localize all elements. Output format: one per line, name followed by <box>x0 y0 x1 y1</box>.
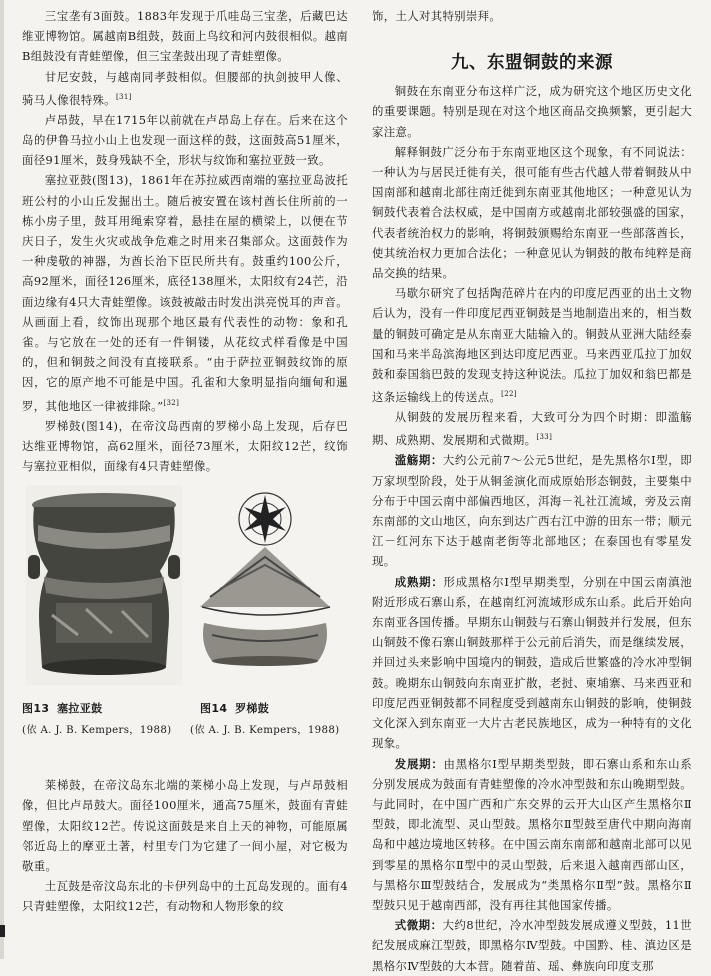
paragraph-development-period <box>372 754 692 916</box>
paragraph-selayar <box>22 170 348 415</box>
right-column <box>372 6 692 976</box>
paragraph-leti: 莱梯鼓，在帝汶岛东北端的莱梯小岛上发现，与卢昂鼓相像，但比卢昂鼓大。面径100厘米，通高75厘米，鼓面有青蛙塑像，太阳纹12芒。传说这面鼓是来自上天的神物，可能原属邻近岛上的摩亚土著，村里专门为它建了一间小屋，对它极为敬重。 <box>22 778 348 874</box>
period-heading: 滥觞期： <box>394 453 443 468</box>
page-edge <box>0 0 4 959</box>
page-edge-mark <box>0 925 5 937</box>
paragraph-marshall <box>372 283 692 407</box>
section-title: 九、东盟铜鼓的来源 <box>451 53 613 74</box>
figure-14-title: 罗梯鼓 <box>235 702 270 716</box>
figure-13-label: 图13 <box>22 702 50 716</box>
figure-block <box>22 485 348 769</box>
period-heading: 式微期： <box>394 918 443 933</box>
paragraph-theories: 解释铜鼓广泛分布于东南亚地区这个现象，有不同说法：一种认为与居民迁徙有关，很可能有些古代越人带着铜鼓从中国南部和越南北部往南迁徙到东南亚其他地区；一种意见认为铜鼓代表着合法权威，是中国南方或越南北部较强盛的国家，代表者统治权力的影响，将铜鼓颁赐给东南亚一些部落酋长，使其统治权力更加合法化；一种意见认为铜鼓的散布纯粹是商品交换的结果。 <box>372 144 692 281</box>
figure-13-source: (依 A. J. B. Kempers，1988) <box>22 725 172 737</box>
figure-13-caption <box>22 701 102 717</box>
paragraph-roti: 罗梯鼓(图14)，在帝汶岛西南的罗梯小岛上发现，后存巴达维亚博物馆，高62厘米，面径73厘米，太阳纹12芒，纹饰与塞拉亚相似，面缘有4只青蛙塑像。 <box>22 418 348 474</box>
selayar-drum-photo <box>26 485 182 685</box>
paragraph-origin-period <box>372 450 692 571</box>
paragraph-text: 甘尼安鼓，与越南同孝鼓相似。但腰部的执剑披甲人像、骑马人像很特殊。 <box>22 69 348 107</box>
paragraph-intro: 铜鼓在东南亚分布这样广泛，成为研究这个地区历史文化的重要课题。特别是现在对这个地区商品交换频繁，更引起大家注意。 <box>372 84 692 139</box>
paragraph-samarang: 三宝垄有3面鼓。1883年发现于爪哇岛三宝垄，后藏巴达维亚博物馆。属越南B组鼓，鼓面上鸟纹和河内鼓很相似。越南B组鼓没有青蛙塑像，但三宝垄鼓出现了青蛙塑像。 <box>22 9 348 64</box>
paragraph-text: 从铜鼓的发展历程来看，大致可分为四个时期：即滥觞期、成熟期、发展期和式微期。 <box>372 410 692 448</box>
period-heading: 成熟期： <box>394 574 444 589</box>
paragraph-text: 塞拉亚鼓(图13)，1861年在苏拉威西南端的塞拉亚岛波托班公村的小山丘发掘出土。随后被安置在该村酋长住所前的一栋小房子里，鼓耳用绳索穿着，悬挂在屋的横梁上，以便在节庆日子，发生火灾或战争危难之时用来召集部众。这面鼓作为一种虔敬的神器，为酋长治下臣民所共有。鼓重约100公斤，高92厘米，面径126厘米，底径138厘米，太阳纹有24芒，沿面边缘有4只大青蛙塑像。该鼓被敲击时发出洪亮悦耳的声音。从画面上看，纹饰出现那个地区最有代表性的动物：象和孔雀。与它放在一处的还有一件铜镂，从花纹式样看像是中国的，但和铜鼓之间没有直接联系。“由于萨拉亚铜鼓纹饰的原因，它的原产地不可能是中国。孔雀和大象明显指向缅甸和暹罗，其他地区一律被排除。” <box>22 173 348 413</box>
figure-14-caption <box>200 701 269 717</box>
footnote-ref: [31] <box>115 92 132 101</box>
footnote-ref: [32] <box>163 398 180 407</box>
paragraph-tuwa: 土瓦鼓是帝汶岛东北的卡伊列岛中的土瓦岛发现的。面有4只青蛙塑像，太阳纹12芒，有动物和人物形象的纹 <box>22 879 348 914</box>
figure-13-title: 塞拉亚鼓 <box>57 702 103 716</box>
footnote-ref: [33] <box>536 433 553 442</box>
paragraph-mature-period <box>372 572 692 754</box>
paragraph-periods <box>372 407 692 450</box>
paragraph-text: 马歇尔研究了包括陶范碎片在内的印度尼西亚的出土文物后认为，没有一件印度尼西亚铜鼓是当地制造出来的，相当数量的铜鼓可确定是从东南亚大陆输入的。铜鼓从亚洲大陆经泰国和马来半岛滨海地区到达印度尼西亚。马来西亚瓜拉丁加奴鼓和泰国翁巴鼓的发现支持这种说法。瓜拉丁加奴和翁巴都是这条运输线上的传送点。 <box>372 286 692 405</box>
paragraph-text: 形成黑格尔Ⅰ型早期类型，分别在中国云南滇池附近形成石寨山系，在越南红河流域形成东山系。此后开始向东南亚各国传播。早期东山铜鼓与石寨山铜鼓并行发展，但东山铜鼓不像石寨山铜鼓那样于公元前后消失，而是继续发展，并回过头来影响中国境内的铜鼓，造成后世繁盛的冷水冲型铜鼓。晚期东山铜鼓向东南亚扩散，老挝、柬埔寨、马来西亚和印度尼西亚铜鼓都不同程度受到越南东山铜鼓的影响，使铜鼓文化深入到东南亚一大片古老民族地区，成为一种特有的文化现象。 <box>372 574 692 751</box>
figure-14-source: (依 A. J. B. Kempers，1988) <box>190 725 340 737</box>
paragraph-text: 大约8世纪，冷水冲型鼓发展成遵义型鼓，11世纪发展成麻江型鼓，即黑格尔Ⅳ型鼓。中国黔、桂、滇边区是黑格尔Ⅳ型鼓的大本营。随着苗、瑶、彝族向印度支那 <box>372 918 692 973</box>
figure-14-label: 图14 <box>200 702 228 716</box>
footnote-ref: [22] <box>501 390 517 399</box>
roti-drum-drawing <box>190 485 340 685</box>
paragraph-continued: 饰，土人对其特别崇拜。 <box>372 9 502 23</box>
paragraph-text: 大约公元前7～公元5世纪，是先黑格尔Ⅰ型，即万家坝型阶段，处于从铜釜演化而成原始形态铜鼓，主要集中分布于中国云南中部偏西地区，洱海－礼社江流域，旁及云南东南部的文山地区，向东到达广西右江中游的田东一带；顺元江－红河东下达于越南老街等北部地区；在泰国也有零星发现。 <box>372 453 692 569</box>
paragraph-luang: 卢昂鼓，早在1715年以前就在卢昂岛上存在。后来在这个岛的伊鲁马拉小山上也发现一面这样的鼓，这面鼓高51厘米，面径91厘米，鼓身残缺不全，形状与纹饰和塞拉亚鼓一致。 <box>22 112 348 168</box>
period-heading: 发展期： <box>394 756 444 771</box>
paragraph-decline-period <box>372 915 692 976</box>
paragraph-text: 由黑格尔Ⅰ型早期类型鼓，即石寨山系和东山系分别发展成为鼓面有青蛙塑像的冷水冲型鼓和东山晚期型鼓。与此同时，在中国广西和广东交界的云开大山区产生黑格尔Ⅱ型鼓，即北流型、灵山型鼓。黑格尔Ⅱ型鼓至唐代中期向海南岛和中越边境地区转移。在中国云南东南部和越南北部可以见到零星的黑格尔Ⅱ型中的灵山型鼓，后来退入越南西部山区，与黑格尔Ⅲ型鼓结合，发展成为“类黑格尔Ⅱ型”鼓。黑格尔Ⅱ型鼓只见于越南西部，没有再往其他国家传播。 <box>372 756 692 912</box>
paragraph-ganian <box>22 67 348 110</box>
left-column <box>22 6 348 917</box>
